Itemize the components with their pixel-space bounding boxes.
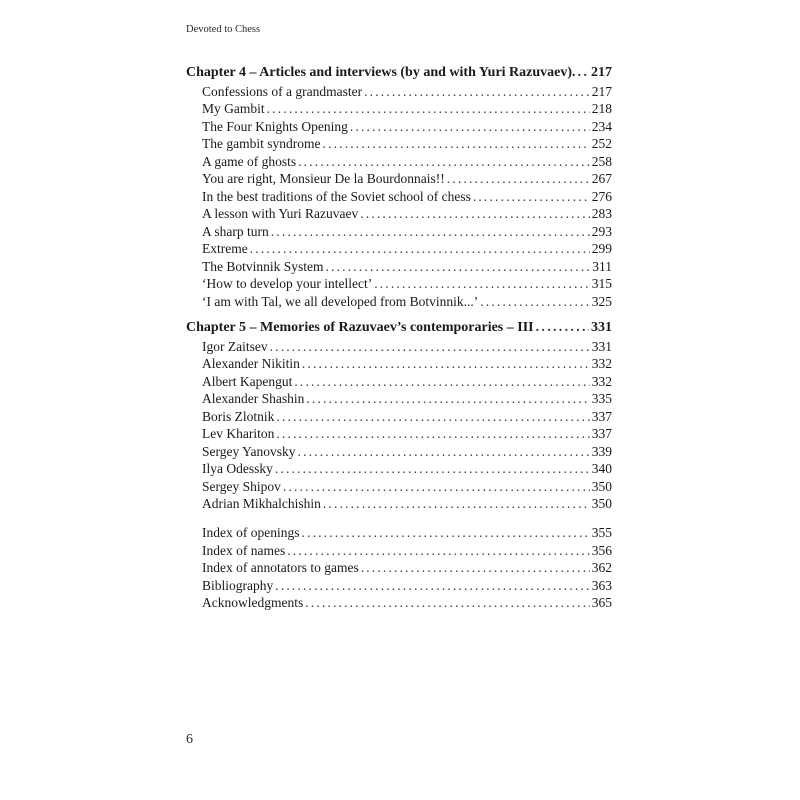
toc-entry[interactable] <box>186 390 612 408</box>
entry-title: Lev Khariton <box>202 426 275 441</box>
toc-entry[interactable] <box>186 594 612 612</box>
dot-leader <box>270 338 590 356</box>
toc-entry[interactable] <box>186 495 612 513</box>
toc-entry[interactable] <box>186 478 612 496</box>
dot-leader <box>298 443 590 461</box>
toc-entry[interactable] <box>186 135 612 153</box>
entry-title: Alexander Shashin <box>202 391 305 406</box>
entry-page: 276 <box>591 188 612 204</box>
entry-page: 350 <box>591 496 612 511</box>
dot-leader <box>364 83 590 101</box>
dot-leader <box>301 524 589 542</box>
entry-page: 332 <box>591 356 612 371</box>
toc-back-matter <box>186 524 612 612</box>
toc-entry[interactable] <box>186 170 612 188</box>
entry-page: 311 <box>592 258 612 274</box>
dot-leader <box>361 559 590 577</box>
dot-leader <box>578 64 589 83</box>
dot-leader <box>283 478 590 496</box>
entry-page: 252 <box>591 136 612 151</box>
entry-page: 332 <box>591 373 612 389</box>
entry-title: Sergey Shipov <box>202 478 281 494</box>
toc-entry[interactable] <box>186 275 612 293</box>
entry-title: Extreme <box>202 241 248 256</box>
dot-leader <box>447 170 590 188</box>
entry-title: ‘How to develop your intellect’ <box>202 276 373 291</box>
dot-leader <box>271 223 590 241</box>
entry-page: 337 <box>591 408 612 424</box>
entry-title: Acknowledgments <box>202 595 304 610</box>
entry-page: 337 <box>591 426 612 441</box>
entry-title: Alexander Nikitin <box>202 356 300 371</box>
toc-entry[interactable] <box>186 100 612 118</box>
entry-title: My Gambit <box>202 101 265 116</box>
entry-title: Boris Zlotnik <box>202 408 275 424</box>
dot-leader <box>305 594 590 612</box>
dot-leader <box>374 275 590 293</box>
entry-page: 363 <box>591 577 612 593</box>
entry-page: 331 <box>591 338 612 354</box>
entry-title: Index of openings <box>202 525 300 540</box>
page-number: 6 <box>186 732 193 747</box>
entry-title: Ilya Odessky <box>202 461 273 476</box>
toc-entry[interactable] <box>186 83 612 101</box>
toc-entry[interactable] <box>186 205 612 223</box>
dot-leader <box>322 135 589 153</box>
toc-chapter-5 <box>186 319 612 513</box>
entry-page: 335 <box>591 391 612 406</box>
dot-leader <box>360 205 590 223</box>
toc-entry[interactable] <box>186 542 612 560</box>
dot-leader <box>267 100 590 118</box>
toc-entry[interactable] <box>186 223 612 241</box>
entry-title: Igor Zaitsev <box>202 338 268 354</box>
entry-title: In the best traditions of the Soviet school of chess <box>202 188 471 204</box>
entry-title: You are right, Monsieur De la Bourdonnais!! <box>202 171 445 186</box>
entry-page: 299 <box>591 241 612 256</box>
entry-title: Bibliography <box>202 577 274 593</box>
entry-title: A sharp turn <box>202 223 269 239</box>
dot-leader <box>287 542 590 560</box>
dot-leader <box>536 319 589 338</box>
entry-page: 340 <box>591 461 612 476</box>
dot-leader <box>323 495 590 513</box>
toc-entry[interactable] <box>186 240 612 258</box>
toc-entry[interactable] <box>186 425 612 443</box>
toc-entry[interactable] <box>186 460 612 478</box>
toc-entry[interactable] <box>186 373 612 391</box>
dot-leader <box>480 293 590 311</box>
entry-page: 258 <box>591 153 612 169</box>
entry-page: 283 <box>591 206 612 221</box>
running-head: Devoted to Chess <box>186 24 261 35</box>
chapter-heading[interactable] <box>186 64 612 83</box>
entry-title: Index of annotators to games <box>202 560 359 575</box>
entry-title: The Four Knights Opening <box>202 118 348 134</box>
dot-leader <box>326 258 591 276</box>
entry-title: Index of names <box>202 542 286 558</box>
chapter-heading[interactable] <box>186 319 612 338</box>
toc-entry[interactable] <box>186 188 612 206</box>
entry-page: 356 <box>591 542 612 558</box>
dot-leader <box>275 577 590 595</box>
toc-entry[interactable] <box>186 577 612 595</box>
dot-leader <box>306 390 589 408</box>
toc-entry[interactable] <box>186 258 612 276</box>
toc-entry[interactable] <box>186 355 612 373</box>
entry-page: 315 <box>591 276 612 291</box>
toc-entry[interactable] <box>186 559 612 577</box>
chapter-title: Chapter 5 – Memories of Razuvaev’s contemporaries – III <box>186 320 534 335</box>
dot-leader <box>276 425 589 443</box>
toc-entry[interactable] <box>186 293 612 311</box>
dot-leader <box>276 408 589 426</box>
entry-title: The Botvinnik System <box>202 258 324 274</box>
dot-leader <box>250 240 590 258</box>
toc-entry[interactable] <box>186 118 612 136</box>
dot-leader <box>298 153 590 171</box>
entry-title: Adrian Mikhalchishin <box>202 496 321 511</box>
dot-leader <box>350 118 590 136</box>
entry-page: 267 <box>591 171 612 186</box>
entry-page: 339 <box>591 443 612 459</box>
entry-title: A lesson with Yuri Razuvaev <box>202 206 359 221</box>
entry-page: 355 <box>591 525 612 540</box>
chapter-title: Chapter 4 – Articles and interviews (by and with Yuri Razuvaev). <box>186 65 576 80</box>
entry-page: 234 <box>591 118 612 134</box>
chapter-page: 217 <box>591 65 612 80</box>
entry-page: 365 <box>591 595 612 610</box>
entry-title: Confessions of a grandmaster <box>202 83 363 99</box>
entry-page: 218 <box>591 101 612 116</box>
entry-title: The gambit syndrome <box>202 136 321 151</box>
dot-leader <box>294 373 589 391</box>
toc-chapter-4 <box>186 64 612 310</box>
dot-leader <box>473 188 590 206</box>
dot-leader <box>302 355 590 373</box>
entry-title: ‘I am with Tal, we all developed from Botvinnik...’ <box>202 293 479 309</box>
entry-page: 293 <box>591 223 612 239</box>
entry-title: Albert Kapengut <box>202 373 293 389</box>
entry-title: Sergey Yanovsky <box>202 443 296 459</box>
chapter-page: 331 <box>591 320 612 335</box>
toc-entry[interactable] <box>186 408 612 426</box>
toc-entry[interactable] <box>186 153 612 171</box>
entry-title: A game of ghosts <box>202 153 297 169</box>
toc-entry[interactable] <box>186 338 612 356</box>
dot-leader <box>275 460 590 478</box>
entry-page: 362 <box>591 560 612 575</box>
entry-page: 217 <box>591 83 612 99</box>
toc-entry[interactable] <box>186 443 612 461</box>
entry-page: 325 <box>591 293 612 309</box>
entry-page: 350 <box>591 478 612 494</box>
toc-entry[interactable] <box>186 524 612 542</box>
